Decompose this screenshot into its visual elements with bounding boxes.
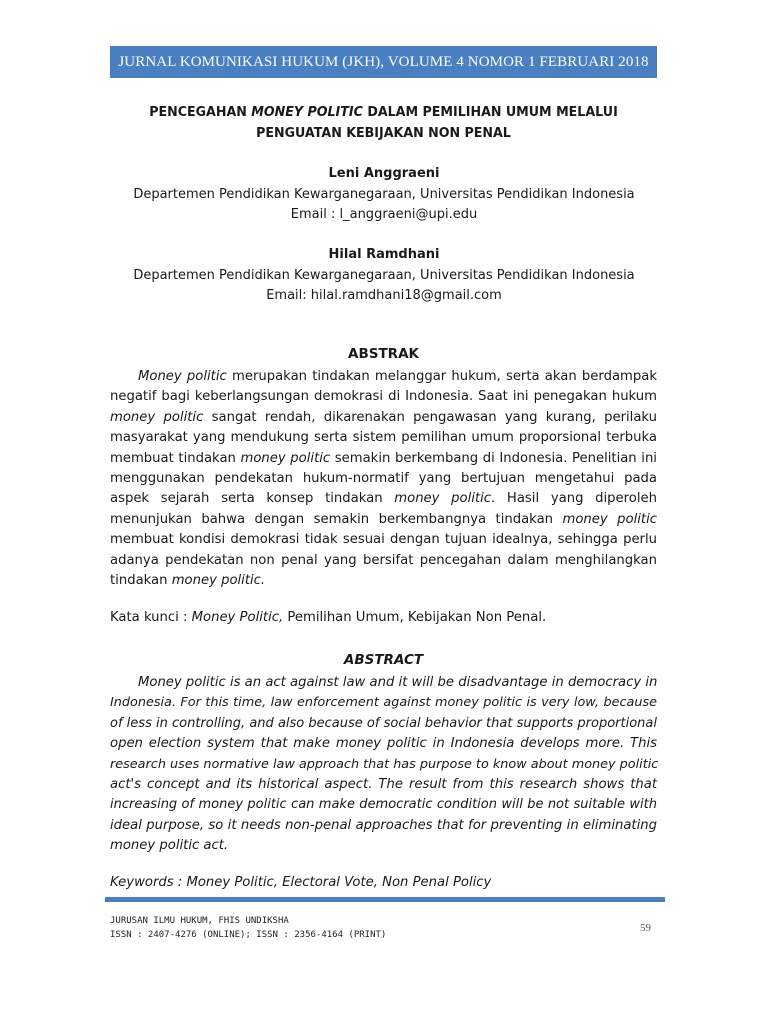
abstrak-heading: ABSTRAK <box>348 346 419 362</box>
kata-kunci-rest: Pemilihan Umum, Kebijakan Non Penal. <box>283 610 547 625</box>
footer-issn: ISSN : 2407-4276 (ONLINE); ISSN : 2356-4164 (PRINT) <box>110 930 387 940</box>
abstract-line: Indonesia. For this time, law enforcement against money politic is very low, because <box>110 695 657 711</box>
footer-divider <box>105 897 665 902</box>
kata-kunci-label: Kata kunci : <box>110 610 192 625</box>
abstrak-line: adanya pendekatan non penal yang bersifat pencegahan dalam menghilangkan <box>110 552 657 568</box>
title-part2: MONEY POLITIC <box>251 105 363 120</box>
title-part3: DALAM PEMILIHAN UMUM MELALUI <box>362 105 618 120</box>
abstrak-line: negatif bagi keberlangsungan demokrasi di Indonesia. Saat ini penegakan hukum <box>110 389 657 405</box>
author-email: Email: hilal.ramdhani18@gmail.com <box>266 288 502 303</box>
abstrak-line: money politic sangat rendah, dikarenakan pengawasan yang kurang, perilaku <box>110 409 657 425</box>
author-block-1 <box>100 164 668 226</box>
abstrak-line: Money politic merupakan tindakan melanggar hukum, serta akan berdampak <box>138 369 657 384</box>
title-line-2: PENGUATAN KEBIJAKAN NON PENAL <box>256 126 511 141</box>
abstrak-line: tindakan money politic. <box>110 572 266 588</box>
title-part1: PENCEGAHAN <box>149 105 252 120</box>
keywords: Keywords : Money Politic, Electoral Vote, Non Penal Policy <box>110 875 492 890</box>
author-name: Leni Anggraeni <box>328 166 440 181</box>
abstract-line: increasing of money politic can make democratic condition will be not suitable with <box>110 797 657 813</box>
abstract-body <box>110 673 657 857</box>
abstrak-line: menggunakan pendekatan hukum-normatif yang bertujuan mengetahui pada <box>110 470 657 486</box>
abstrak-line: masyarakat yang mendukung serta sistem pemilihan umum proporsional terbuka <box>110 430 657 446</box>
kata-kunci-italic: Money Politic, <box>191 610 284 625</box>
abstract-line: open election system that make money politic in Indonesia develops more. This <box>110 736 657 752</box>
abstract-line: ideal purpose, so it needs non-penal approaches that for preventing in eliminating <box>110 817 657 833</box>
abstrak-line: membuat tindakan money politic semakin berkembang di Indonesia. Penelitian ini <box>110 450 657 466</box>
page-number: 59 <box>640 922 651 934</box>
footer-info <box>110 914 386 942</box>
abstract-line: act's concept and its historical aspect. The result from this research shows that <box>110 776 657 792</box>
abstract-line: Money politic is an act against law and it will be disadvantage in democracy in <box>138 675 658 690</box>
author-email: Email : l_anggraeni@upi.edu <box>290 207 478 222</box>
journal-header-text: JURNAL KOMUNIKASI HUKUM (JKH), VOLUME 4 NOMOR 1 FEBRUARI 2018 <box>118 54 649 70</box>
author-affiliation: Departemen Pendidikan Kewarganegaraan, Universitas Pendidikan Indonesia <box>133 267 635 283</box>
paper-title <box>121 102 646 144</box>
abstract-line: money politic act. <box>110 838 229 854</box>
author-block-2 <box>100 245 668 307</box>
abstrak-line: membuat kondisi demokrasi tidak sesuai dengan tujuan idealnya, sehingga perlu <box>110 532 657 548</box>
title-line-1 <box>121 102 646 123</box>
abstract-line: of less in controlling, and also because of social behavior that supports proportional <box>110 715 657 731</box>
abstrak-line: aspek sejarah serta konsep tindakan money politic. Hasil yang diperoleh <box>110 491 657 507</box>
abstract-heading: ABSTRACT <box>343 652 424 668</box>
footer-department: JURUSAN ILMU HUKUM, FHIS UNDIKSHA <box>110 916 289 926</box>
abstract-line: research uses normative law approach that has purpose to know about money politic <box>110 756 659 772</box>
journal-header-bar <box>110 46 657 78</box>
abstrak-body <box>110 367 657 591</box>
author-name: Hilal Ramdhani <box>328 247 440 262</box>
abstrak-line: menunjukan bahwa dengan semakin berkembangnya tindakan money politic <box>110 511 657 527</box>
author-affiliation: Departemen Pendidikan Kewarganegaraan, Universitas Pendidikan Indonesia <box>133 186 635 202</box>
kata-kunci <box>110 610 657 625</box>
